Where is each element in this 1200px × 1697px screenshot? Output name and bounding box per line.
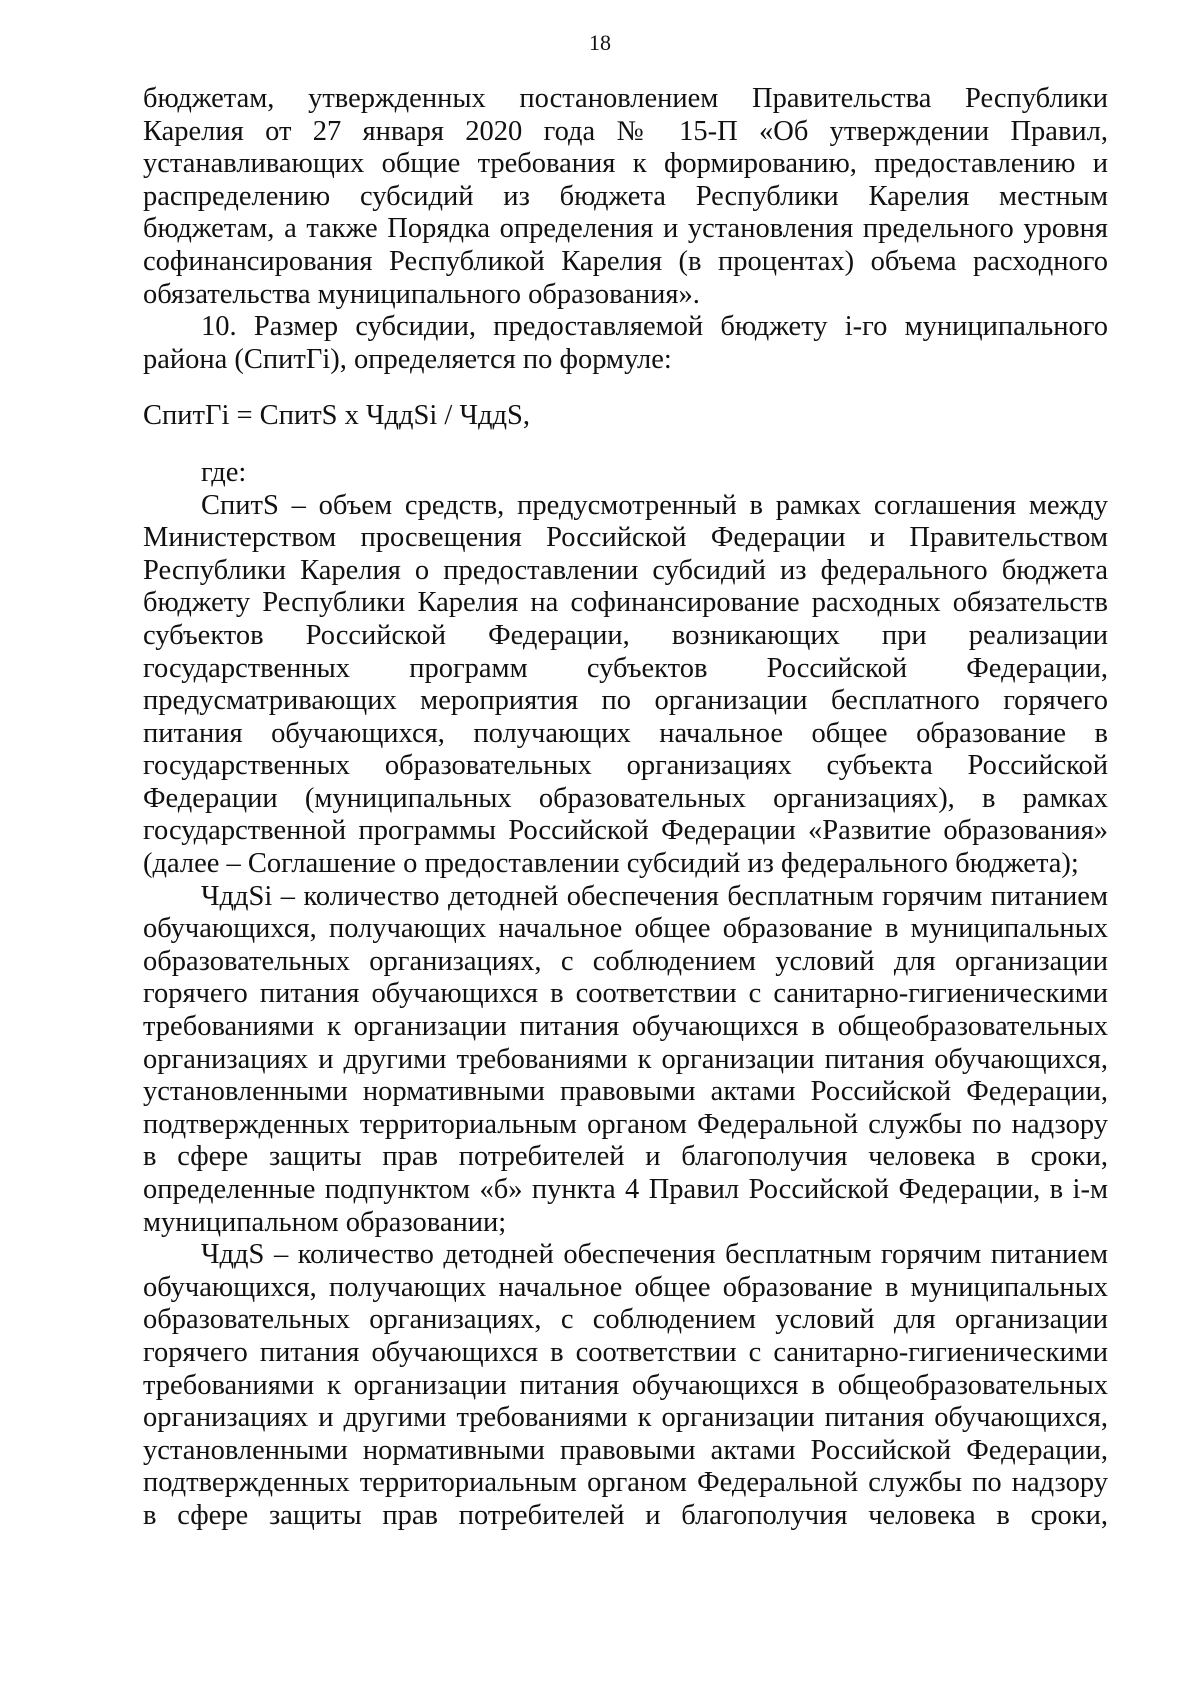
document-body xyxy=(143,83,1108,1533)
definition-chddsi: ЧддSi – количество детодней обеспечения бесплатным горячим питанием обучающихся, получающих начальное общее образование в муниципальных образовательных организациях, с соблюдением условий для организации горячего питания обучающихся в соответствии с санитарно-гигиеническими требованиями к организации питания обучающихся в общеобразовательных организациях и другими требованиями к организации питания обучающихся, установленными нормативными правовыми актами Российской Федерации, подтвержденных территориальным органом Федеральной службы по надзору в сфере защиты прав потребителей и благополучия человека в сроки, определенные подпунктом «б» пункта 4 Правил Российской Федерации, в i-м муниципальном образовании; xyxy=(143,880,1108,1238)
definition-spits: СпитS – объем средств, предусмотренный в рамках соглашения между Министерством просвещения Российской Федерации и Правительством Республики Карелия о предоставлении субсидий из федерального бюджета бюджету Республики Карелия на софинансирование расходных обязательств субъектов Российской Федерации, возникающих при реализации государственных программ субъектов Российской Федерации, предусматривающих мероприятия по организации бесплатного горячего питания обучающихся, получающих начальное общее образование в государственных образовательных организациях субъекта Российской Федерации (муниципальных образовательных организациях), в рамках государственной программы Российской Федерации «Развитие образования» (далее – Соглашение о предоставлении субсидий из федерального бюджета); xyxy=(143,489,1108,880)
paragraph-item-10: 10. Размер субсидии, предоставляемой бюджету i-го муниципального района (СпитГi), определяется по формуле: xyxy=(143,311,1108,375)
paragraph-continuation: бюджетам, утвержденных постановлением Правительства Республики Карелия от 27 января 2020 года № 15-П «Об утверждении Правил, устанавливающих общие требования к формированию, предоставлению и распределению субсидий из бюджета Республики Карелия местным бюджетам, а также Порядка определения и установления предельного уровня софинансирования Республикой Карелия (в процентах) объема расходного обязательства муниципального образования». xyxy=(143,83,1108,310)
formula: СпитГi = СпитS х ЧддSi / ЧддS, xyxy=(143,400,530,432)
page-number: 18 xyxy=(589,30,611,55)
definition-chdds: ЧддS – количество детодней обеспечения бесплатным горячим питанием обучающихся, получающих начальное общее образование в муниципальных образовательных организациях, с соблюдением условий для организации горячего питания обучающихся в соответствии с санитарно-гигиеническими требованиями к организации питания обучающихся в общеобразовательных организациях и другими требованиями к организации питания обучающихся, установленными нормативными правовыми актами Российской Федерации, подтвержденных территориальным органом Федеральной службы по надзору в сфере защиты прав потребителей и благополучия человека в сроки, xyxy=(143,1239,1108,1531)
where-label: где: xyxy=(201,456,247,488)
